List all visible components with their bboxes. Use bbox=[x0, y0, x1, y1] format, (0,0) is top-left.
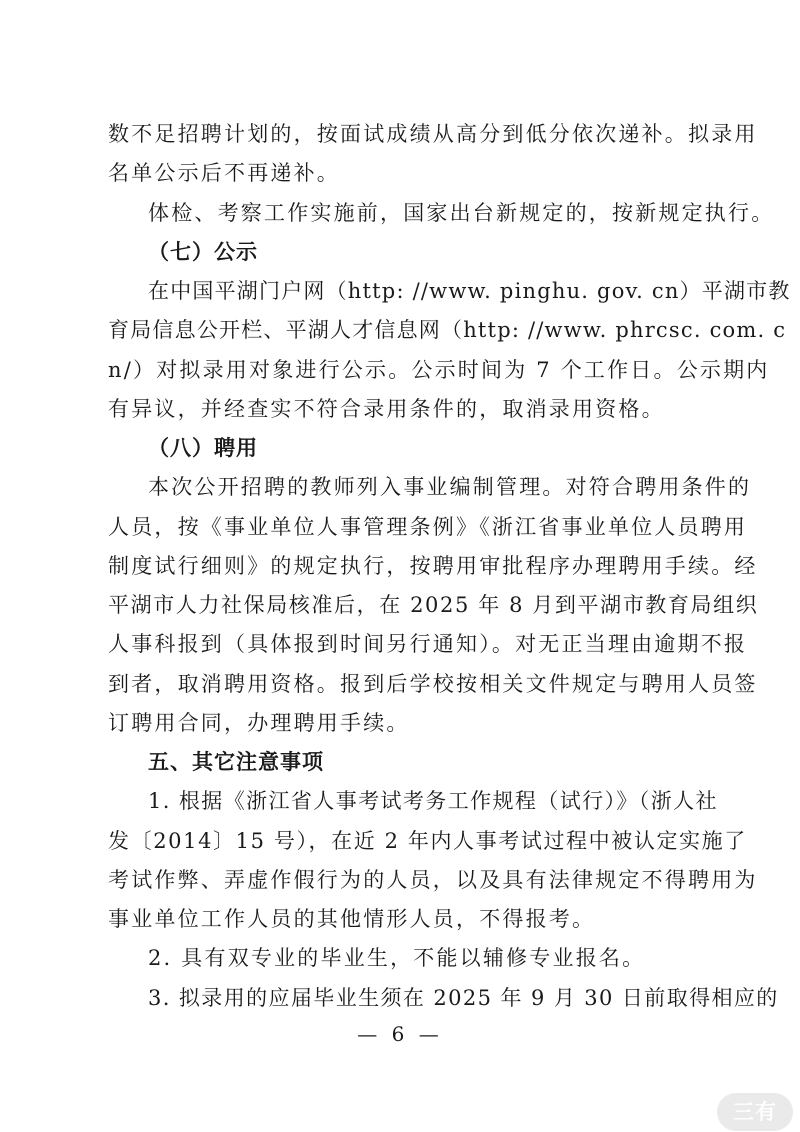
page-number: — 6 — bbox=[357, 1022, 443, 1046]
paragraph-line: 制度试行细则》的规定执行，按聘用审批程序办理聘用手续。经 bbox=[108, 554, 758, 578]
section-heading-employment: （八）聘用 bbox=[148, 436, 258, 460]
paragraph-line: 本次公开招聘的教师列入事业编制管理。对符合聘用条件的 bbox=[148, 475, 752, 499]
paragraph-line: 到者，取消聘用资格。报到后学校按相关文件规定与聘用人员签 bbox=[108, 672, 758, 696]
watermark-logo: 三有 bbox=[717, 1093, 793, 1131]
paragraph-line: 人员，按《事业单位人事管理条例》《浙江省事业单位人员聘用 bbox=[108, 515, 748, 539]
paragraph-line: 事业单位工作人员的其他情形人员，不得报考。 bbox=[108, 907, 596, 931]
section-heading-notes: 五、其它注意事项 bbox=[148, 750, 324, 774]
paragraph-line: 体检、考察工作实施前，国家出台新规定的，按新规定执行。 bbox=[148, 201, 775, 225]
section-heading-publicity: （七）公示 bbox=[148, 240, 258, 264]
paragraph-line: 有异议，并经查实不符合录用条件的，取消录用资格。 bbox=[108, 397, 665, 421]
paragraph-line: 发〔2014〕15 号），在近 2 年内人事考试过程中被认定实施了 bbox=[108, 829, 747, 853]
paragraph-line: 名单公示后不再递补。 bbox=[108, 161, 340, 185]
paragraph-line: 考试作弊、弄虚作假行为的人员，以及具有法律规定不得聘用为 bbox=[108, 868, 758, 892]
paragraph-line: 在中国平湖门户网（http: //www. pinghu. gov. cn）平湖市教 bbox=[148, 279, 791, 303]
paragraph-line: 2. 具有双专业的毕业生，不能以辅修专业报名。 bbox=[148, 946, 646, 970]
paragraph-line: 平湖市人力社保局核准后，在 2025 年 8 月到平湖市教育局组织 bbox=[108, 593, 759, 617]
paragraph-line: 育局信息公开栏、平湖人才信息网（http: //www. phrcsc. com. c bbox=[108, 318, 787, 342]
paragraph-line: 人事科报到（具体报到时间另行通知）。对无正当理由逾期不报 bbox=[108, 632, 748, 656]
paragraph-line: 数不足招聘计划的，按面试成绩从高分到低分依次递补。拟录用 bbox=[108, 122, 758, 146]
paragraph-line: 订聘用合同，办理聘用手续。 bbox=[108, 711, 410, 735]
paragraph-line: 1. 根据《浙江省人事考试考务工作规程（试行）》（浙人社 bbox=[148, 789, 718, 813]
paragraph-line: n/）对拟录用对象进行公示。公示时间为 7 个工作日。公示期内 bbox=[108, 358, 770, 382]
paragraph-line: 3. 拟录用的应届毕业生须在 2025 年 9 月 30 日前取得相应的 bbox=[148, 986, 779, 1010]
